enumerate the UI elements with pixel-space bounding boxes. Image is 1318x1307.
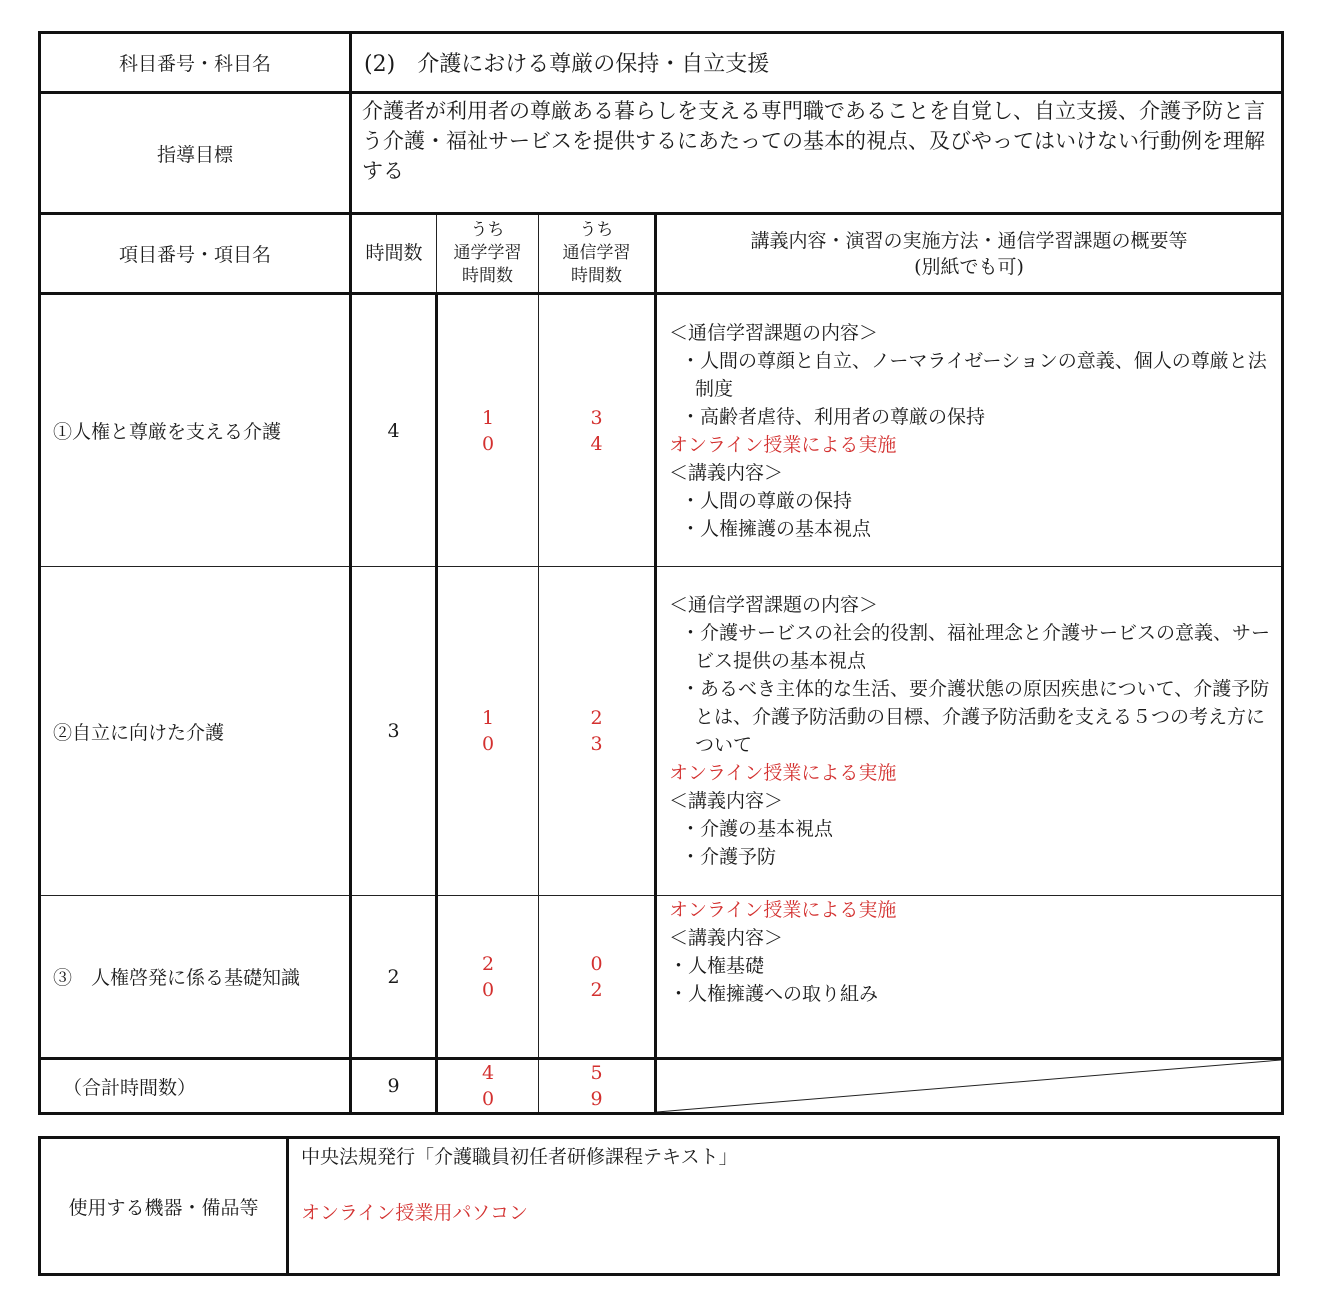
header-content	[656, 214, 1283, 294]
header-hours: 時間数	[351, 214, 437, 294]
total-corr-digit2: 9	[590, 1088, 603, 1110]
item-school-hours	[437, 896, 539, 1059]
content-bullet: ・介護サービスの社会的役割、福祉理念と介護サービスの意義、サービス提供の基本視点	[681, 622, 1271, 672]
item-school-digit1: 2	[481, 952, 495, 975]
header-school-line2: 通学学習	[453, 243, 522, 263]
curriculum-table	[38, 31, 1284, 1115]
item-hours: 3	[351, 567, 437, 896]
item-corr-digit1: 3	[590, 406, 603, 429]
header-corr-line1: うち	[579, 220, 614, 240]
item-school-digit2: 0	[481, 733, 495, 755]
item-name: ②自立に向けた介護	[40, 567, 351, 896]
content-heading: ＜講義内容＞	[669, 462, 784, 484]
header-content-line2: (別紙でも可)	[914, 255, 1024, 278]
subject-title	[351, 33, 1283, 93]
header-corr-line3: 時間数	[571, 266, 622, 286]
item-corr-digit1: 0	[590, 952, 603, 975]
content-bullet: ・人権擁護の基本視点	[681, 518, 872, 540]
header-school-line1: うち	[470, 220, 505, 240]
subject-number: (2)	[364, 52, 396, 77]
total-empty-cell	[656, 1059, 1283, 1114]
content-online-note: オンライン授業による実施	[669, 434, 897, 456]
content-heading: ＜講義内容＞	[669, 927, 784, 949]
header-corr-hours	[539, 214, 656, 294]
content-heading: ＜通信学習課題の内容＞	[669, 322, 879, 344]
item-corr-digit1: 2	[590, 707, 603, 729]
equipment-textbook: 中央法規発行「介護職員初任者研修課程テキスト」	[301, 1146, 738, 1168]
header-school-line3: 時間数	[462, 266, 513, 286]
content-bullet: ・人間の尊厳の保持	[681, 490, 853, 512]
total-school-digit1: 4	[481, 1062, 495, 1084]
content-bullet: ・あるべき主体的な生活、要介護状態の原因疾患について、介護予防とは、介護予防活動の目標、介護予防活動を支える５つの考え方について	[681, 678, 1270, 756]
diagonal-line	[657, 1060, 1281, 1112]
goal-text: 介護者が利用者の尊厳ある暮らしを支える専門職であることを自覚し、自立支援、介護予防と言う介護・福祉サービスを提供するにあたっての基本的視点、及びやってはいけない行動例を理解する	[351, 93, 1283, 214]
item-name: ①人権と尊厳を支える介護	[40, 294, 351, 567]
item-content	[656, 567, 1283, 896]
header-corr-line2: 通信学習	[562, 243, 631, 263]
item-school-hours	[437, 567, 539, 896]
item-content	[656, 294, 1283, 567]
item-hours: 2	[351, 896, 437, 1059]
item-school-digit1: 1	[481, 707, 495, 729]
total-school-digit2: 0	[481, 1088, 495, 1110]
table-row	[40, 896, 1283, 1059]
goal-label: 指導目標	[40, 93, 351, 214]
item-corr-hours	[539, 896, 656, 1059]
item-content	[656, 896, 1283, 1059]
item-school-digit2: 0	[481, 978, 495, 1001]
content-heading: ＜通信学習課題の内容＞	[669, 594, 879, 616]
table-row	[40, 567, 1283, 896]
total-label: （合計時間数）	[40, 1059, 351, 1114]
item-name: ③ 人権啓発に係る基礎知識	[40, 896, 351, 1059]
item-school-digit2: 0	[481, 432, 495, 455]
subject-label: 科目番号・科目名	[40, 33, 351, 93]
item-school-digit1: 1	[481, 406, 495, 429]
total-corr-digit1: 5	[590, 1062, 603, 1084]
header-content-line1: 講義内容・演習の実施方法・通信学習課題の概要等	[750, 229, 1188, 252]
content-heading: ＜講義内容＞	[669, 790, 784, 812]
total-school-hours	[437, 1059, 539, 1114]
header-school-hours	[437, 214, 539, 294]
content-bullet: ・人権擁護への取り組み	[669, 983, 879, 1005]
item-corr-digit2: 4	[590, 432, 603, 455]
item-hours: 4	[351, 294, 437, 567]
equipment-content	[288, 1138, 1279, 1275]
equipment-pc: オンライン授業用パソコン	[301, 1202, 529, 1224]
content-bullet: ・介護の基本視点	[681, 818, 834, 840]
item-corr-hours	[539, 567, 656, 896]
header-item: 項目番号・項目名	[40, 214, 351, 294]
total-hours: 9	[351, 1059, 437, 1114]
content-online-note: オンライン授業による実施	[669, 899, 897, 921]
total-row	[40, 1059, 1283, 1114]
equipment-label: 使用する機器・備品等	[40, 1138, 288, 1275]
content-bullet: ・人間の尊顔と自立、ノーマライゼーションの意義、個人の尊厳と法制度	[681, 350, 1267, 400]
table-row	[40, 294, 1283, 567]
item-corr-digit2: 3	[590, 733, 603, 755]
item-corr-hours	[539, 294, 656, 567]
total-corr-hours	[539, 1059, 656, 1114]
item-corr-digit2: 2	[590, 978, 603, 1001]
content-online-note: オンライン授業による実施	[669, 762, 897, 784]
item-school-hours	[437, 294, 539, 567]
subject-name: 介護における尊厳の保持・自立支援	[417, 52, 770, 77]
equipment-table	[38, 1136, 1280, 1276]
content-bullet: ・高齢者虐待、利用者の尊厳の保持	[681, 406, 986, 428]
content-bullet: ・人権基礎	[669, 955, 765, 977]
content-bullet: ・介護予防	[681, 846, 777, 868]
